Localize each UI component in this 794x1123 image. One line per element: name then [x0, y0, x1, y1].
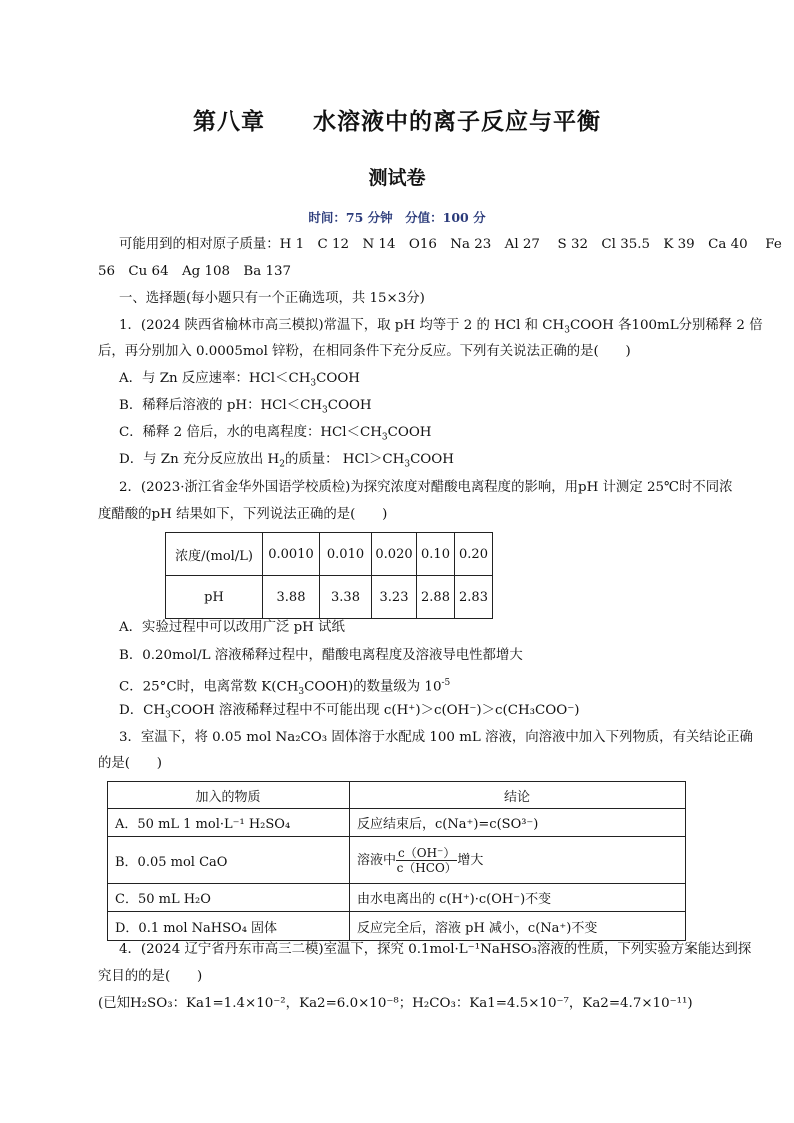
table-cell: 0.10 — [417, 533, 455, 576]
table-cell: 0.010 — [320, 533, 372, 576]
table-header-cell: 加入的物质 — [108, 782, 350, 809]
table-row — [108, 912, 686, 941]
table-cell: 溶液中 $\frac{c(OH^-)}{\text{c（HCO）}}$ 增大 — [350, 837, 686, 884]
table-cell: A．50 mL 1 mol·L⁻¹ H₂SO₄ — [108, 809, 350, 837]
table-row — [166, 533, 493, 576]
table-header-cell: pH — [166, 576, 263, 619]
q4-constants-note: (已知H₂SO₃：Ka1=1.4×10⁻²，Ka2=6.0×10⁻⁸；H₂CO₃：Ka1=4.5×10⁻⁷，Ka2=4.7×10⁻¹¹) — [98, 996, 693, 1011]
table-cell: 3.23 — [372, 576, 417, 619]
test-subtitle: 测试卷 — [368, 167, 426, 189]
table-cell: 3.38 — [320, 576, 372, 619]
q3-stem-line2: 的是( ) — [98, 756, 163, 771]
concentration-fraction: $\frac{c(OH^-)}{\text{c（HCO）}}$ — [396, 845, 457, 875]
ph-table — [165, 532, 493, 619]
q1-stem-line1: 1．(2024 陕西省榆林市高三模拟)常温下，取 pH 均等于 2 的 HCl 和 $CH_3COOH$ 各100mL分别稀释 2 倍 — [119, 318, 763, 336]
reagent-conclusion-table — [107, 781, 686, 941]
table-cell: D．0.1 mol NaHSO₄ 固体 — [108, 912, 350, 941]
table-cell: 0.020 — [372, 533, 417, 576]
table-cell: 3.88 — [263, 576, 320, 619]
table-row — [108, 809, 686, 837]
q1-option-b: B．稀释后溶液的 pH：$HCl<CH_3COOH$ — [119, 398, 372, 416]
table-cell: 0.20 — [455, 533, 493, 576]
section-heading: 一、选择题(每小题只有一个正确选项，共 15×3分) — [119, 291, 425, 306]
q2-option-c: C．25°C时，电离常数 $K(CH_3COOH)$的数量级为 $10^{-5}$ — [119, 678, 451, 698]
table-cell: 0.0010 — [263, 533, 320, 576]
table-row — [108, 884, 686, 912]
q1-option-d: D．与 Zn 充分反应放出 $H_2$的质量： $HCl>CH_3COOH$ — [119, 452, 454, 470]
q2-stem-line1: 2．(2023·浙江省金华外国语学校质检)为探究浓度对醋酸电离程度的影响，用pH 计测定 25℃时不同浓 — [119, 480, 733, 495]
q1-option-c: C．稀释 2 倍后，水的电离程度：$HCl<CH_3COOH$ — [119, 425, 432, 443]
chapter-title: 第八章 水溶液中的离子反应与平衡 — [193, 109, 601, 135]
table-header-cell: 结论 — [350, 782, 686, 809]
q4-stem-line1: 4．(2024 辽宁省丹东市高三二模)室温下，探究 0.1mol·L⁻¹NaHSO₃溶液的性质，下列实验方案能达到探 — [119, 942, 752, 957]
atomic-mass-line1: 可能用到的相对原子质量：H 1 C 12 N 14 O16 Na 23 Al 27 S 32 Cl 35.5 K 39 Ca 40 Fe — [119, 237, 782, 252]
exam-time-score: 时间：75 分钟 分值：100 分 — [308, 210, 486, 225]
table-cell: 由水电离出的 c(H⁺)·c(OH⁻)不变 — [350, 884, 686, 912]
q2-option-d: D．$CH_3COOH$ 溶液稀释过程中不可能出现 c(H⁺)＞c(OH⁻)＞c(CH₃COO⁻) — [119, 703, 580, 721]
table-cell: B．0.05 mol CaO — [108, 837, 350, 884]
table-row — [166, 576, 493, 619]
table-header-cell: 浓度/(mol/L) — [166, 533, 263, 576]
atomic-mass-line2: 56 Cu 64 Ag 108 Ba 137 — [98, 264, 292, 279]
table-cell: 2.88 — [417, 576, 455, 619]
q2-option-a: A．实验过程中可以改用广泛 pH 试纸 — [119, 620, 345, 635]
table-cell: C．50 mL H₂O — [108, 884, 350, 912]
q4-stem-line2: 究目的的是( ) — [98, 969, 203, 984]
table-cell: 2.83 — [455, 576, 493, 619]
q1-stem-line2: 后，再分别加入 0.0005mol 锌粉，在相同条件下充分反应。下列有关说法正确的是( ) — [98, 344, 631, 359]
table-cell: 反应完全后，溶液 pH 减小，c(Na⁺)不变 — [350, 912, 686, 941]
q1-option-a: A．与 Zn 反应速率：$HCl<CH_3COOH$ — [119, 371, 360, 389]
q2-stem-line2: 度醋酸的pH 结果如下，下列说法正确的是( ) — [98, 507, 388, 522]
table-row — [108, 837, 686, 884]
q2-option-b: B．0.20mol/L 溶液稀释过程中，醋酸电离程度及溶液导电性都增大 — [119, 648, 523, 663]
table-row — [108, 782, 686, 809]
table-cell: 反应结束后，c(Na⁺)=c(SO³⁻) — [350, 809, 686, 837]
q3-stem-line1: 3．室温下，将 0.05 mol Na₂CO₃ 固体溶于水配成 100 mL 溶液，向溶液中加入下列物质，有关结论正确 — [119, 730, 753, 745]
